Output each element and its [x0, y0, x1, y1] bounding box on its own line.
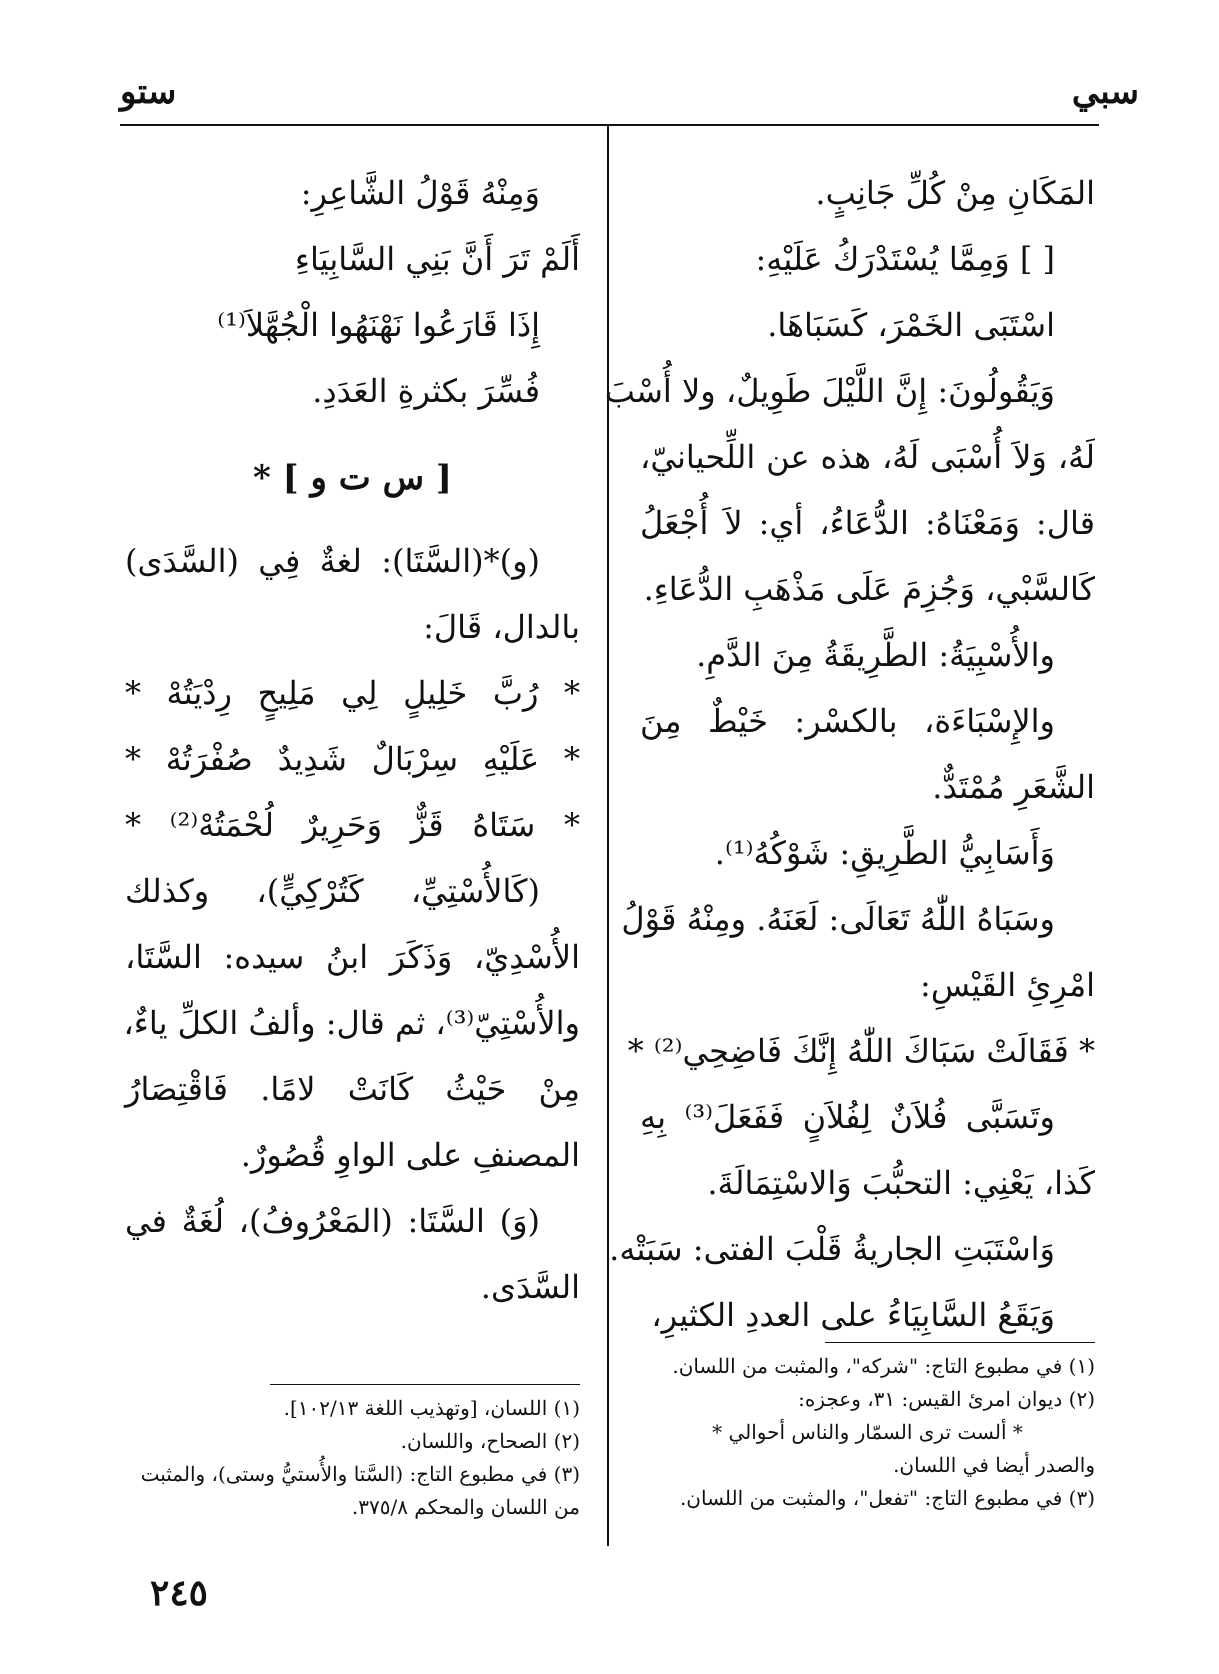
text-line: (و)*(السَّتَا): لغةٌ فِي (السَّدَى) [125, 542, 540, 580]
text-line: والأُسْتِيّ⁽³⁾، ثم قال: وألفُ الكلِّ ياءٌ، [123, 1004, 580, 1042]
text-line: والأُسْبِيَةُ: الطَّرِيقَةُ مِنَ الدَّمِ. [696, 636, 1055, 674]
text-line: وَاسْتَبَتِ الجاريةُ قَلْبَ الفتى: سَبَتْه. [609, 1230, 1055, 1268]
text-line: وسَبَاهُ اللّٰهُ تَعَالَى: لَعَنَهُ. ومِنْهُ قَوْلُ [621, 900, 1055, 938]
text-line: وَيَقُولُونَ: إِنَّ اللَّيْلَ طَوِيلٌ، ولا أُسْبَ [604, 372, 1055, 410]
header-entry-right: سبي [1071, 72, 1139, 112]
footnote: (١) في مطبوع التاج: "شركه"، والمثبت من اللسان. [672, 1354, 1095, 1378]
footnote: والصدر أيضا في اللسان. [893, 1453, 1095, 1477]
footnote: (٢) ديوان امرئ القيس: ٣١، وعجزه: [798, 1387, 1095, 1411]
verse-line: إِذَا قَارَعُوا نَهْنَهُوا الْجُهَّلاَ⁽¹⁾ [217, 306, 540, 344]
text-line: [ ] وَمِمَّا يُسْتَدْرَكُ عَلَيْهِ: [755, 240, 1055, 278]
text-line: وَيَقَعُ السَّابِيَاءُ على العددِ الكثيرِ، [651, 1296, 1055, 1334]
text-line: (كَالأُسْتِيِّ، كَتُرْكِيٍّ)، وكذلك [125, 872, 540, 910]
page-number: ٢٤٥ [150, 1572, 209, 1614]
text-line: الأُسْدِيّ، وَذَكَرَ ابنُ سيده: السَّتَا، [125, 938, 580, 976]
verse-line: * فَقَالَتْ سَبَاكَ اللّٰهُ إِنَّكَ فَاضِحِي⁽²⁾ * [627, 1032, 1095, 1070]
text-line: المَكَانِ مِنْ كُلِّ جَانِبٍ. [815, 174, 1095, 212]
footnote-rule-left [270, 1384, 580, 1385]
column-divider [607, 126, 609, 1546]
text-line: فُسِّرَ بكثرةِ العَدَدِ. [312, 372, 540, 410]
footnote: (١) اللسان، [وتهذيب اللغة ١٠٢/١٣]. [283, 1396, 580, 1420]
verse-line: * رُبَّ خَلِيلٍ لِي مَلِيحٍ رِدْيَتُهْ * [125, 674, 580, 712]
left-column [125, 160, 580, 1320]
verse-line: أَلَمْ تَرَ أَنَّ بَنِي السَّابِيَاءِ [294, 240, 580, 278]
footnote-rule-right [825, 1342, 1095, 1343]
text-line: بالدال، قَالَ: [423, 608, 580, 646]
text-line: قال: وَمَعْنَاهُ: الدُّعَاءُ، أي: لاَ أُجْعَلُ [640, 504, 1095, 542]
footnote: (٣) في مطبوع التاج: "تفعل"، والمثبت من اللسان. [679, 1486, 1095, 1510]
text-line: امْرِئِ القَيْسِ: [920, 966, 1095, 1004]
footnotes-left [125, 1392, 580, 1524]
verse-line: * سَتَاهُ قَزٌّ وَحَرِيرٌ لُحْمَتُهْ⁽²⁾ * [125, 806, 581, 844]
text-line: كَالسَّبْي، وَجُزِمَ عَلَى مَذْهَبِ الدُّعَاءِ. [643, 570, 1095, 608]
right-column [604, 160, 1095, 1348]
footnote: (٢) الصحاح، واللسان. [400, 1429, 580, 1453]
header-rule [120, 124, 1099, 126]
text-line: مِنْ حَيْثُ كَانَتْ لامًا. فَاقْتِصَارُ [125, 1070, 580, 1108]
text-line: كَذا، يَعْنِي: التحبُّبَ وَالاسْتِمَالَةَ. [707, 1164, 1095, 1202]
text-line: وتَسَبَّى فُلاَنٌ لِفُلاَنٍ فَفَعَلَ⁽³⁾ بِهِ [640, 1098, 1056, 1136]
text-line: المصنفِ على الواوِ قُصُورٌ. [240, 1136, 580, 1174]
text-line: السَّدَى. [480, 1268, 580, 1306]
entry-heading: [ س ت و ] * [252, 458, 453, 498]
text-line: وَمِنْهُ قَوْلُ الشَّاعِرِ: [300, 174, 540, 212]
text-line: (وَ) السَّتَا: (المَعْرُوفُ)، لُغَةٌ في [125, 1202, 540, 1240]
text-line: وَأَسَابِيُّ الطَّرِيقِ: شَوْكُهُ⁽¹⁾. [714, 834, 1055, 872]
text-line: والإِسْبَاءَة، بالكسْر: خَيْطٌ مِنَ [640, 702, 1055, 740]
footnote: من اللسان والمحكم ٣٧٥/٨. [351, 1495, 580, 1519]
text-line: اسْتَبَى الخَمْرَ، كَسَبَاهَا. [767, 306, 1055, 344]
text-line: الشَّعَرِ مُمْتَدٌّ. [932, 768, 1095, 806]
footnote: (٣) في مطبوع التاج: (السَّتا والأُستيُّ وستى)، والمثبت [140, 1462, 580, 1486]
header-entry-left: ستو [120, 72, 177, 112]
verse-line: * عَلَيْهِ سِرْبَالٌ شَدِيدٌ صُفْرَتُهْ * [125, 740, 580, 778]
footnote-verse: * ألست ترى السمّار والناس أحوالي * [712, 1420, 1023, 1444]
footnotes-right [640, 1350, 1095, 1515]
text-line: لَهُ، وَلاَ أُسْبَى لَهُ، هذه عن اللِّحيانيّ، [640, 438, 1095, 476]
